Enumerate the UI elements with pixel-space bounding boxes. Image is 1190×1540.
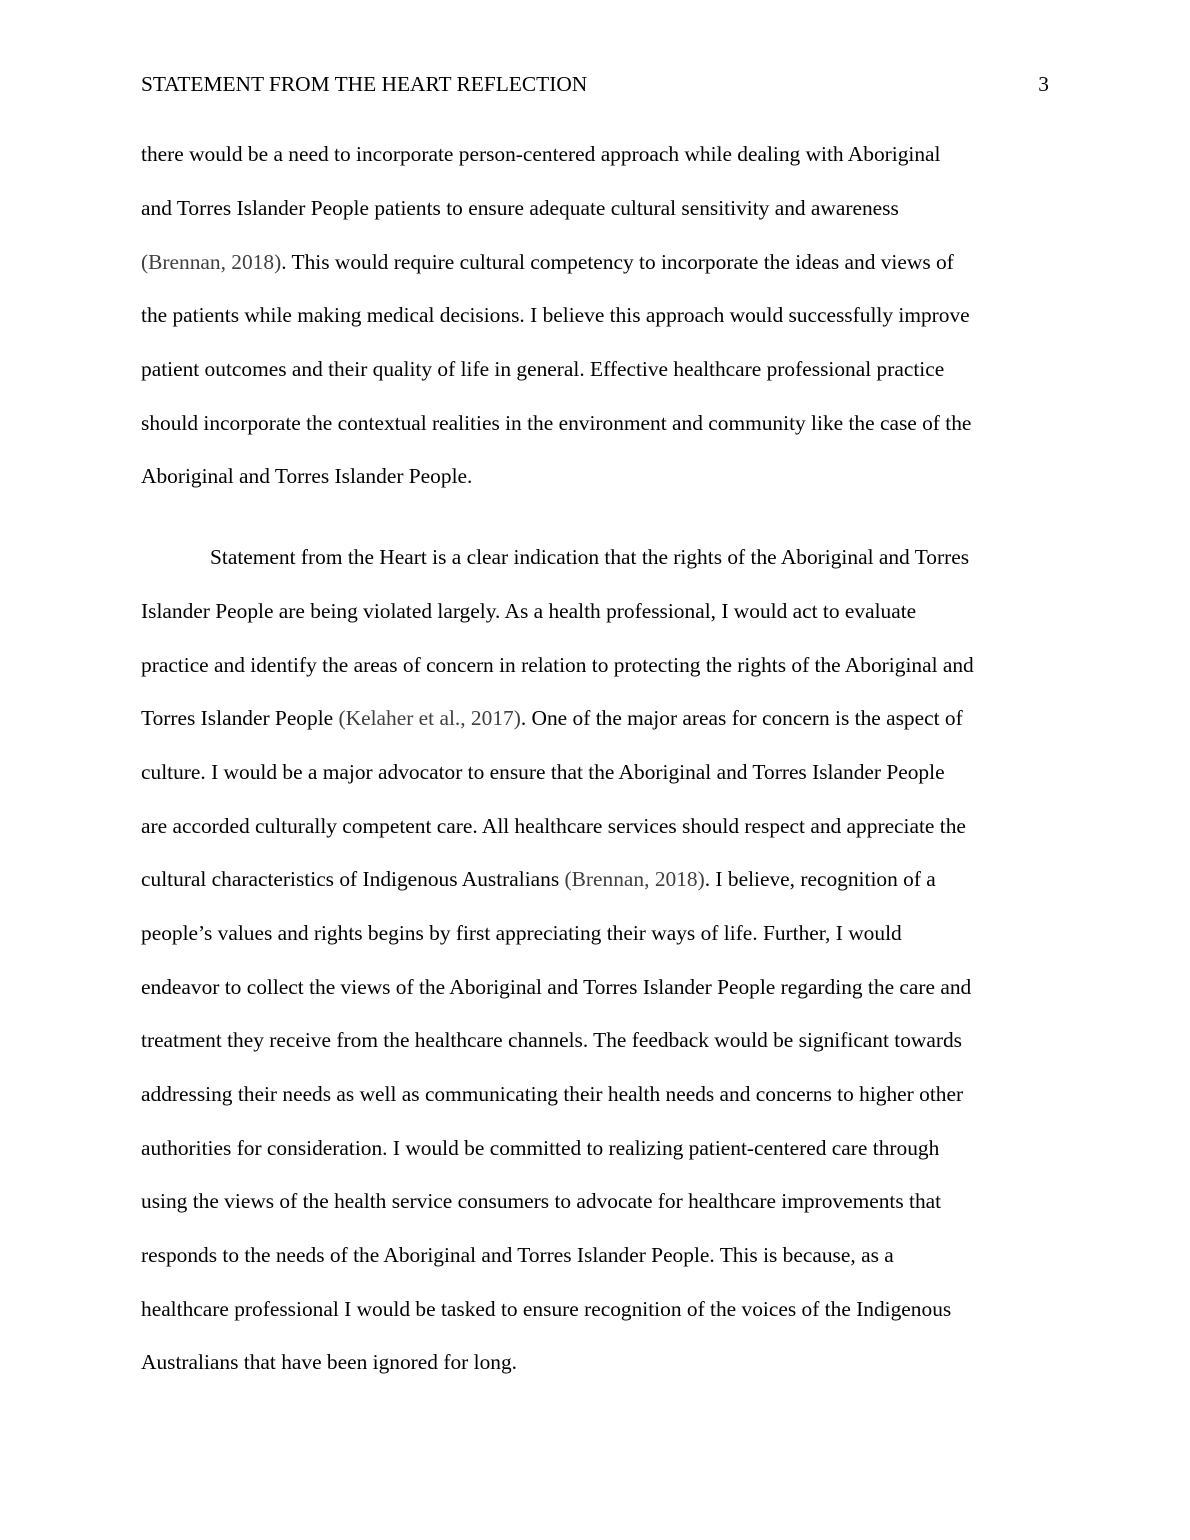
body-line [210, 543, 969, 571]
body-line [141, 758, 945, 786]
body-line [141, 409, 971, 437]
text-run: practice and identify the areas of concern in relation to protecting the rights of the Aboriginal and [141, 653, 974, 677]
text-run: . I believe, recognition of a [704, 867, 936, 891]
running-head-title: STATEMENT FROM THE HEART REFLECTION [141, 72, 588, 96]
text-run: addressing their needs as well as communicating their health needs and concerns to higher other [141, 1082, 964, 1106]
text-run: . One of the major areas for concern is the aspect of [520, 706, 963, 730]
body-line [141, 1026, 962, 1054]
text-run: cultural characteristics of Indigenous Australians [141, 867, 565, 891]
body-line [141, 865, 936, 893]
body-line [141, 1241, 894, 1269]
text-run: there would be a need to incorporate person-centered approach while dealing with Aboriginal [141, 142, 941, 166]
text-run: endeavor to collect the views of the Aboriginal and Torres Islander People regarding the care and [141, 975, 972, 999]
citation: (Brennan, 2018) [564, 867, 705, 891]
text-run: should incorporate the contextual realities in the environment and community like the case of the [141, 411, 972, 435]
text-run: Aboriginal and Torres Islander People. [141, 464, 473, 488]
text-run: responds to the needs of the Aboriginal and Torres Islander People. This is because, as a [141, 1243, 894, 1267]
text-run: and Torres Islander People patients to ensure adequate cultural sensitivity and awareness [141, 196, 899, 220]
body-line [141, 1348, 517, 1376]
text-run: . This would require cultural competency to incorporate the ideas and views of [281, 250, 954, 274]
body-line [141, 194, 899, 222]
text-run: authorities for consideration. I would be committed to realizing patient-centered care through [141, 1136, 940, 1160]
text-run: culture. I would be a major advocator to ensure that the Aboriginal and Torres Islander People [141, 760, 945, 784]
text-run: Australians that have been ignored for long. [141, 1350, 518, 1374]
page-number: 3 [1038, 72, 1049, 96]
text-run: patient outcomes and their quality of life in general. Effective healthcare professional practice [141, 357, 945, 381]
body-line [141, 1080, 963, 1108]
body-line [141, 301, 970, 329]
text-run: the patients while making medical decisions. I believe this approach would successfully improve [141, 303, 970, 327]
body-line [141, 248, 954, 276]
text-run: Islander People are being violated largely. As a health professional, I would act to evaluate [141, 599, 917, 623]
body-line [141, 704, 963, 732]
body-line [141, 1187, 941, 1215]
body-line [141, 812, 966, 840]
text-run: people’s values and rights begins by first appreciating their ways of life. Further, I would [141, 921, 902, 945]
running-head [141, 70, 1049, 98]
body-line [141, 919, 902, 947]
text-run: healthcare professional I would be tasked to ensure recognition of the voices of the Indigenous [141, 1297, 952, 1321]
body-line [141, 355, 944, 383]
citation: (Kelaher et al., 2017) [338, 706, 521, 730]
body-line [141, 651, 974, 679]
body-line [141, 1134, 939, 1162]
citation: (Brennan, 2018) [141, 250, 282, 274]
body-line [141, 140, 940, 168]
body-line [141, 462, 472, 490]
text-run: using the views of the health service consumers to advocate for healthcare improvements that [141, 1189, 942, 1213]
body-line [141, 1295, 951, 1323]
text-run: are accorded culturally competent care. All healthcare services should respect and appreciate the [141, 814, 966, 838]
body-line [141, 973, 971, 1001]
body-line [141, 597, 916, 625]
text-run: treatment they receive from the healthcare channels. The feedback would be significant towards [141, 1028, 963, 1052]
text-run: Torres Islander People [141, 706, 339, 730]
text-run: Statement from the Heart is a clear indication that the rights of the Aboriginal and Torres [210, 545, 970, 569]
